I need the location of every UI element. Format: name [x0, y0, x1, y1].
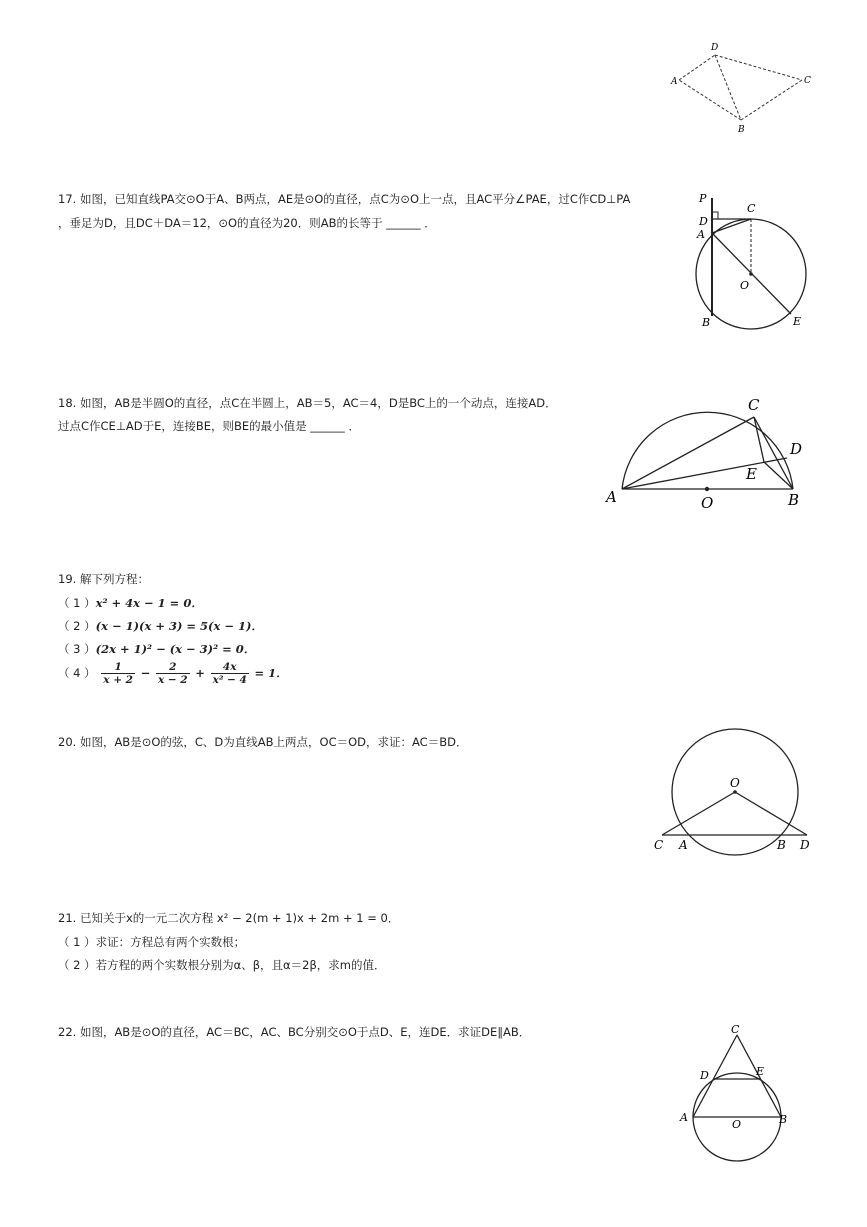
- q20-text: 20. 如图，AB是⊙O的弦，C、D为直线AB上两点，OC＝OD，求证：AC＝BD．: [58, 735, 468, 749]
- q19-item-2-num: （ 2 ）: [58, 619, 96, 633]
- label-B: B: [738, 125, 745, 135]
- label-B: B: [702, 316, 711, 329]
- q19-item-2: [58, 619, 263, 634]
- q19-frac-1: $\frac{1}{x + 2}$: [103, 661, 133, 686]
- label-O: O: [730, 776, 740, 790]
- label-D: D: [700, 1069, 709, 1082]
- label-A: A: [680, 1111, 688, 1124]
- q21-item-2: （ 2 ）若方程的两个实数根分别为α、β，且α＝2β，求m的值．: [58, 958, 386, 972]
- q19-item-4: （ 4 ） $\frac{1}{x + 2}$ − $\frac{2}{x - 2}$ + $\frac{4x}{\text{x² − 4}}$ = 1．: [58, 661, 288, 686]
- label-D: D: [699, 215, 708, 228]
- q18-text-line1: 18. 如图，AB是半圆O的直径，点C在半圆上，AB＝5，AC＝4，D是BC上的一个动点，连接AD．: [58, 396, 557, 410]
- figure-q20: [650, 728, 820, 858]
- q19-item-4-num: （ 4 ）: [58, 666, 96, 680]
- q18-text-line2: 过点C作CE⊥AD于E，连接BE，则BE的最小值是 ______ ．: [58, 419, 360, 433]
- label-O: O: [701, 494, 714, 512]
- q17-text-line1: 17. 如图，已知直线PA交⊙O于A、B两点，AE是⊙O的直径，点C为⊙O上一点，且AC平分∠PAE，过C作CD⊥PA: [58, 192, 631, 206]
- label-A: A: [606, 488, 617, 506]
- q19-item-2-eq: (x − 1)(x + 3) = 5(x − 1)．: [95, 619, 263, 633]
- label-A: A: [697, 228, 705, 241]
- q19-title: 19. 解下列方程：: [58, 572, 149, 586]
- label-B: B: [779, 1113, 788, 1126]
- q21-text: 21. 已知关于x的一元二次方程 x² − 2(m + 1)x + 2m + 1 = 0．: [58, 911, 400, 925]
- label-B: B: [788, 491, 800, 509]
- figure-q22: [676, 1022, 796, 1167]
- label-D: D: [790, 440, 803, 458]
- label-C: C: [748, 396, 760, 414]
- label-A: A: [671, 77, 678, 87]
- q19-item-1-eq: x² + 4x − 1 = 0．: [95, 596, 203, 610]
- q19-item-3: [58, 642, 255, 657]
- figure-q18: [600, 390, 820, 520]
- label-C: C: [747, 202, 756, 215]
- label-E: E: [793, 315, 802, 328]
- label-D: D: [711, 43, 719, 53]
- label-P: P: [699, 192, 707, 205]
- q19-item-1: [58, 596, 203, 611]
- label-C: C: [804, 76, 811, 86]
- label-O: O: [732, 1118, 742, 1131]
- figure-quadrilateral: [668, 40, 818, 135]
- q22-text: 22. 如图，AB是⊙O的直径，AC＝BC，AC、BC分别交⊙O于点D、E，连DE．求证DE∥AB．: [58, 1025, 531, 1039]
- q19-frac-3: $\frac{4x}{\text{x² − 4}}$: [212, 661, 247, 686]
- q19-item-1-num: （ 1 ）: [58, 596, 96, 610]
- q19-frac-2: $\frac{2}{x - 2}$: [157, 661, 188, 686]
- label-C: C: [654, 838, 664, 852]
- q19-item-3-eq: (2x + 1)² − (x − 3)² = 0．: [95, 642, 256, 656]
- figure-q17: [690, 190, 820, 340]
- label-B: B: [777, 838, 786, 852]
- label-D: D: [800, 838, 810, 852]
- label-A: A: [679, 838, 688, 852]
- q21-item-1: （ 1 ）求证：方程总有两个实数根；: [58, 935, 246, 949]
- q19-item-3-num: （ 3 ）: [58, 642, 96, 656]
- label-C: C: [731, 1023, 740, 1036]
- label-E: E: [756, 1065, 765, 1078]
- q17-text-line2: ，垂足为D，且DC＋DA＝12，⊙O的直径为20．则AB的长等于 ______ ．: [58, 216, 436, 230]
- label-O: O: [740, 279, 750, 292]
- label-E: E: [746, 465, 757, 483]
